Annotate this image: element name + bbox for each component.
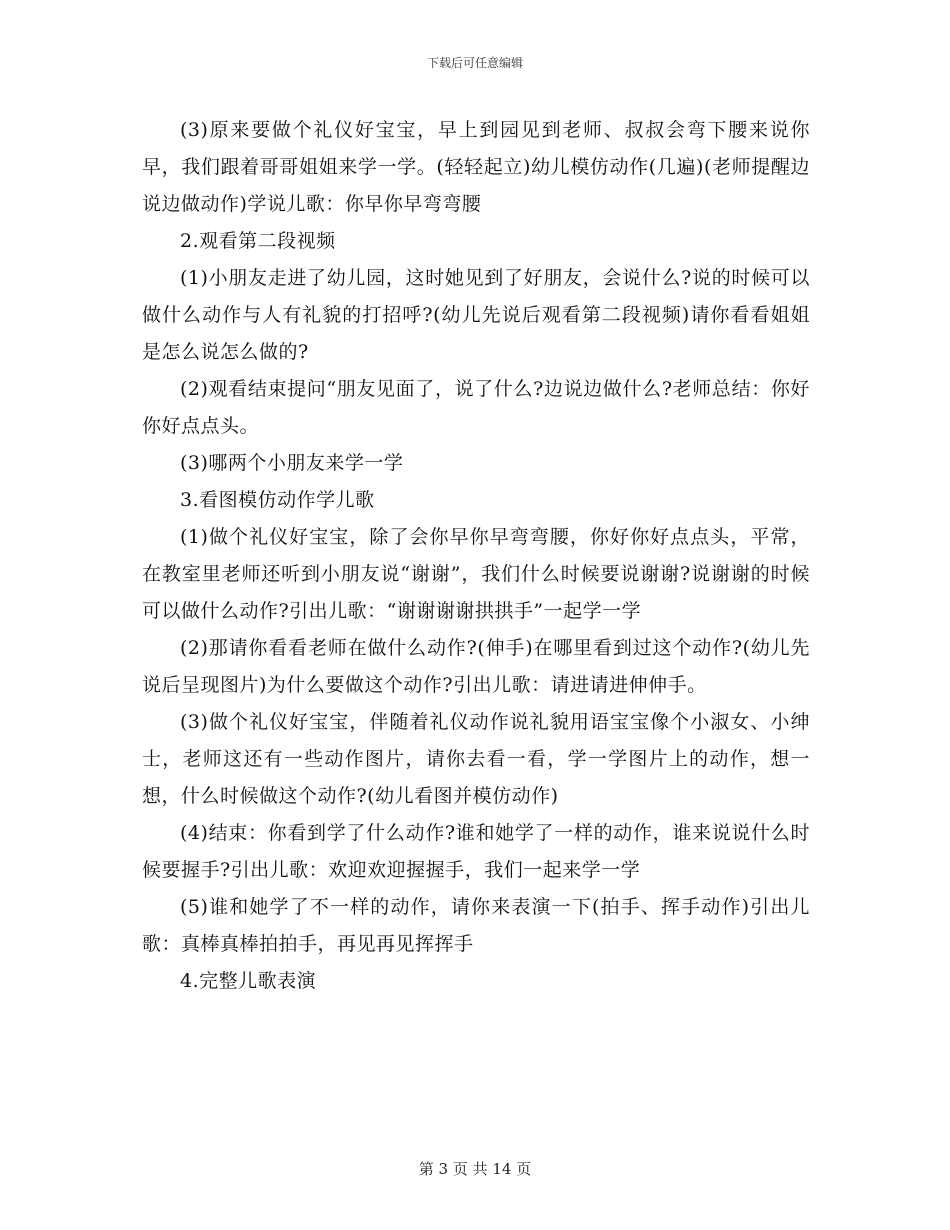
document-body [142, 112, 810, 1000]
section-heading-2: 2.观看第二段视频 [180, 230, 336, 252]
paragraph-3-greeting: (3)原来要做个礼仪好宝宝，早上到园见到老师、叔叔会弯下腰来说你早，我们跟着哥哥姐姐来学一学。(轻轻起立)幼儿模仿动作(几遍)(老师提醒边说边做动作)学说儿歌：你早你早弯弯腰 [142, 119, 810, 215]
paragraph-2-question: (2)观看结束提问“朋友见面了，说了什么?边说边做什么?老师总结：你好你好点点头。 [142, 378, 810, 437]
page-header: 下载后可任意编辑 [426, 56, 523, 70]
paragraph-4-handshake: (4)结束：你看到学了什么动作?谁和她学了一样的动作，谁来说说什么时候要握手?引出儿歌：欢迎欢迎握握手，我们一起来学一学 [142, 822, 810, 881]
paragraph-1-meet-friend: (1)小朋友走进了幼儿园，这时她见到了好朋友，会说什么?说的时候可以做什么动作与人有礼貌的打招呼?(幼儿先说后观看第二段视频)请你看看姐姐是怎么说怎么做的? [142, 267, 810, 363]
section-heading-4: 4.完整儿歌表演 [180, 970, 317, 992]
section-heading-3: 3.看图模仿动作学儿歌 [180, 489, 375, 511]
paragraph-1-thanks: (1)做个礼仪好宝宝，除了会你早你早弯弯腰，你好你好点点头，平常，在教室里老师还听到小朋友说“谢谢”，我们什么时候要说谢谢?说谢谢的时候可以做什么动作?引出儿歌：“谢谢谢谢拱拱手”一起学一学 [142, 526, 810, 622]
paragraph-3-practice: (3)哪两个小朋友来学一学 [180, 452, 404, 474]
page-footer: 第 3 页 共 14 页 [418, 1160, 532, 1178]
paragraph-3-etiquette: (3)做个礼仪好宝宝，伴随着礼仪动作说礼貌用语宝宝像个小淑女、小绅士，老师这还有一些动作图片，请你去看一看，学一学图片上的动作，想一想，什么时候做这个动作?(幼儿看图并模仿动作) [142, 711, 810, 807]
paragraph-2-please: (2)那请你看看老师在做什么动作?(伸手)在哪里看到过这个动作?(幼儿先说后呈现图片)为什么要做这个动作?引出儿歌：请进请进伸伸手。 [142, 637, 810, 696]
paragraph-5-clap-wave: (5)谁和她学了不一样的动作，请你来表演一下(拍手、挥手动作)引出儿歌：真棒真棒拍拍手，再见再见挥挥手 [142, 896, 810, 955]
